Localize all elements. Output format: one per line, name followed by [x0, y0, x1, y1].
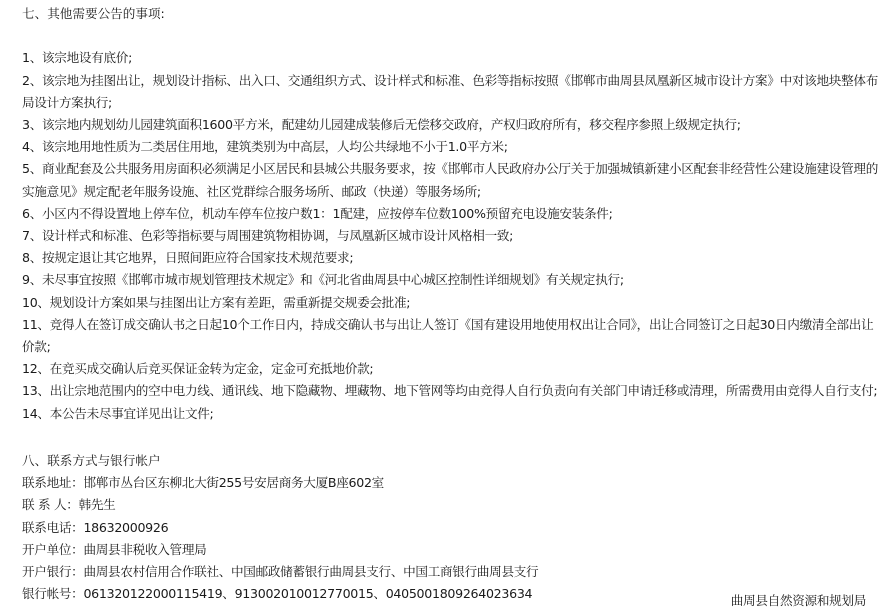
- account-unit: 开户单位：曲周县非税收入管理局: [22, 541, 207, 557]
- section-7-list: [22, 47, 884, 424]
- bank-name: 开户银行：曲周县农村信用合作联社、中国邮政储蓄银行曲周县支行、中国工商银行曲周县支行: [22, 564, 539, 580]
- announcement-document: [22, 0, 884, 605]
- section-8-heading: 八、联系方式与银行帐户: [22, 453, 161, 469]
- list-item: 13、出让宗地范围内的空中电力线、通讯线、地下隐藏物、埋藏物、地下管网等均由竞得人自行负责向有关部门申请迁移或清理，所需费用由竞得人自行支付;: [22, 383, 878, 399]
- list-item: 14、本公告未尽事宜详见出让文件;: [22, 405, 214, 421]
- list-item: 6、小区内不得设置地上停车位，机动车停车位按户数1：1配建，应按停车位数100%预留充电设施安装条件;: [22, 205, 613, 221]
- list-item: 1、该宗地设有底价;: [22, 50, 133, 66]
- issuer-signature: 曲周县自然资源和规划局: [730, 593, 866, 608]
- spacer: [22, 25, 884, 47]
- list-item: 8、按规定退让其它地界，日照间距应符合国家技术规范要求;: [22, 250, 354, 266]
- section-7-heading: 七、其他需要公告的事项:: [22, 6, 165, 21]
- contact-person: 联 系 人：韩先生: [22, 497, 116, 513]
- list-item: 5、商业配套及公共服务用房面积必须满足小区居民和县城公共服务要求，按《邯郸市人民政府办公厅关于加强城镇新建小区配套非经营性公建设施建设管理的实施意见》规定配老年服务设施、社区党群综合服务场所、邮政（快递）等服务场所;: [22, 161, 878, 199]
- account-numbers: 银行帐号：061320122000115419、913002010012770015、0405001809264023634: [22, 586, 533, 602]
- list-item: 9、未尽事宜按照《邯郸市城市规划管理技术规定》和《河北省曲周县中心城区控制性详细规划》有关规定执行;: [22, 272, 624, 288]
- list-item: 12、在竞买成交确认后竞买保证金转为定金，定金可充抵地价款;: [22, 361, 374, 377]
- contact-address: 联系地址：邯郸市丛台区东柳北大街255号安居商务大厦B座602室: [22, 475, 384, 491]
- list-item: 4、该宗地用地性质为二类居住用地，建筑类别为中高层，人均公共绿地不小于1.0平方米;: [22, 139, 508, 155]
- list-item: 7、设计样式和标准、色彩等指标要与周围建筑物相协调，与凤凰新区城市设计风格相一致;: [22, 228, 514, 244]
- list-item: 10、规划设计方案如果与挂图出让方案有差距，需重新提交规委会批准;: [22, 294, 411, 310]
- list-item: 11、竞得人在签订成交确认书之日起10个工作日内，持成交确认书与出让人签订《国有建设用地使用权出让合同》，出让合同签订之日起30日内缴清全部出让价款;: [22, 316, 874, 355]
- spacer: [22, 425, 884, 447]
- contact-phone: 联系电话：18632000926: [22, 519, 169, 535]
- list-item: 2、该宗地为挂图出让，规划设计指标、出入口、交通组织方式、设计样式和标准、色彩等指标按照《邯郸市曲周县凤凰新区城市设计方案》中对该地块整体布局设计方案执行;: [22, 72, 878, 110]
- list-item: 3、该宗地内规划幼儿园建筑面积1600平方米，配建幼儿园建成装修后无偿移交政府，产权归政府所有，移交程序参照上级规定执行;: [22, 117, 741, 132]
